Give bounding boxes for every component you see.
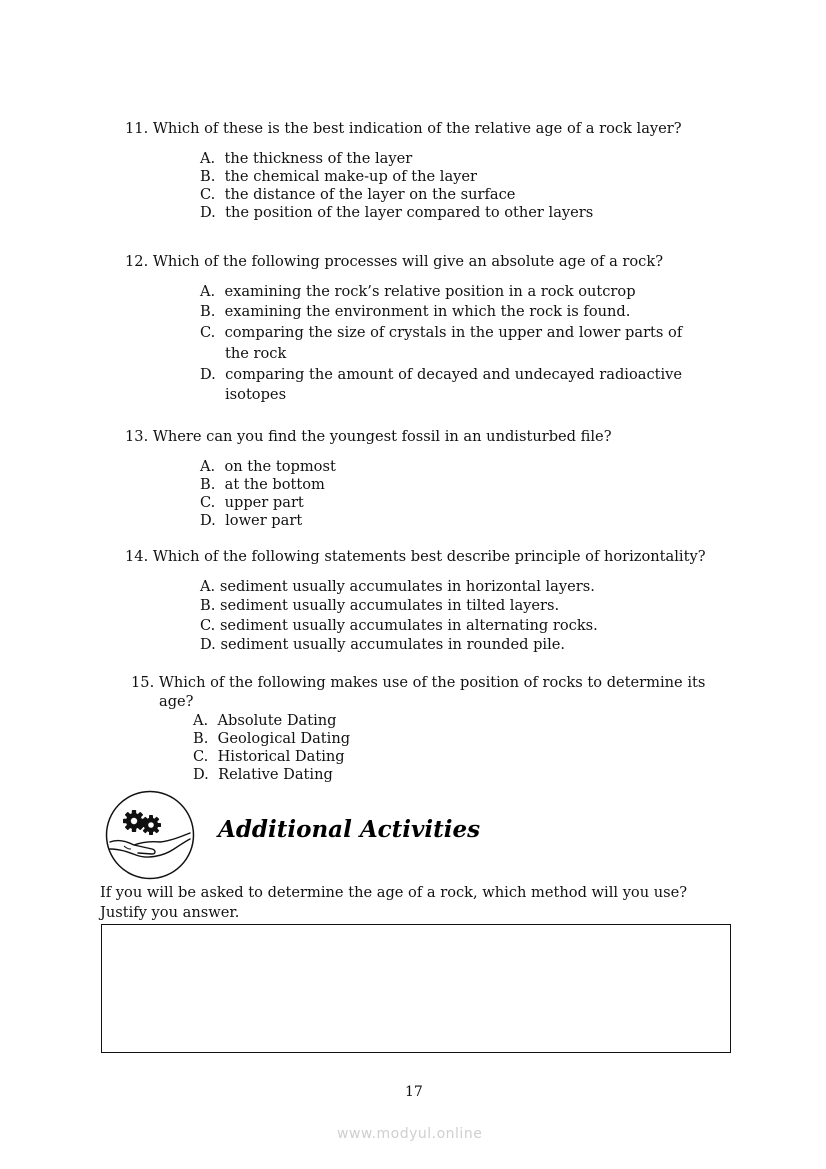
option-12-b: B. examining the environment in which the rock is found.: [200, 303, 631, 320]
option-11-a: A. the thickness of the layer: [200, 150, 413, 167]
gears-in-hand-icon: [104, 789, 196, 881]
option-11-d: D. the position of the layer compared to other layers: [200, 204, 594, 221]
question-text: Which of the following makes use of the position of rocks to determine its: [158, 674, 706, 691]
section-title: Additional Activities: [218, 816, 481, 843]
option-15-a: A. Absolute Dating: [193, 712, 337, 729]
option-12-d-cont: isotopes: [225, 386, 287, 403]
option-14-a: A. sediment usually accumulates in horizontal layers.: [200, 578, 595, 595]
option-11-b: B. the chemical make-up of the layer: [200, 168, 478, 185]
option-15-c: C. Historical Dating: [193, 748, 345, 765]
option-14-c: C. sediment usually accumulates in alternating rocks.: [200, 617, 598, 634]
answer-box[interactable]: [101, 924, 731, 1053]
question-text: Where can you find the youngest fossil in an undisturbed file?: [152, 428, 612, 445]
option-13-d: D. lower part: [200, 512, 303, 529]
question-11: [125, 120, 682, 137]
question-text: Which of these is the best indication of the relative age of a rock layer?: [152, 120, 682, 137]
option-15-b: B. Geological Dating: [193, 730, 351, 747]
question-12: [125, 253, 663, 270]
instruction-line-2: Justify you answer.: [100, 904, 240, 921]
question-14: [125, 548, 706, 565]
question-text: Which of the following processes will give an absolute age of a rock?: [152, 253, 664, 270]
option-14-d: D. sediment usually accumulates in rounded pile.: [200, 636, 566, 653]
option-12-c: C. comparing the size of crystals in the upper and lower parts of: [200, 324, 683, 341]
question-15: [131, 674, 705, 691]
question-number: 13.: [125, 428, 149, 445]
question-number: 12.: [125, 253, 149, 270]
option-14-b: B. sediment usually accumulates in tilted layers.: [200, 597, 560, 614]
question-text: Which of the following statements best describe principle of horizontality?: [152, 548, 706, 565]
question-15-cont: age?: [159, 693, 194, 710]
option-13-a: A. on the topmost: [200, 458, 336, 475]
question-number: 15.: [131, 674, 155, 691]
option-13-c: C. upper part: [200, 494, 304, 511]
option-12-a: A. examining the rock’s relative position in a rock outcrop: [200, 283, 636, 300]
page-number: 17: [405, 1084, 423, 1100]
option-13-b: B. at the bottom: [200, 476, 325, 493]
option-12-c-cont: the rock: [225, 345, 287, 362]
instruction-line-1: If you will be asked to determine the age of a rock, which method will you use?: [100, 884, 688, 901]
question-number: 11.: [125, 120, 149, 137]
watermark: www.modyul.online: [337, 1126, 483, 1142]
option-11-c: C. the distance of the layer on the surface: [200, 186, 516, 203]
option-15-d: D. Relative Dating: [193, 766, 333, 783]
question-13: [125, 428, 612, 445]
question-number: 14.: [125, 548, 149, 565]
option-12-d: D. comparing the amount of decayed and undecayed radioactive: [200, 366, 683, 383]
